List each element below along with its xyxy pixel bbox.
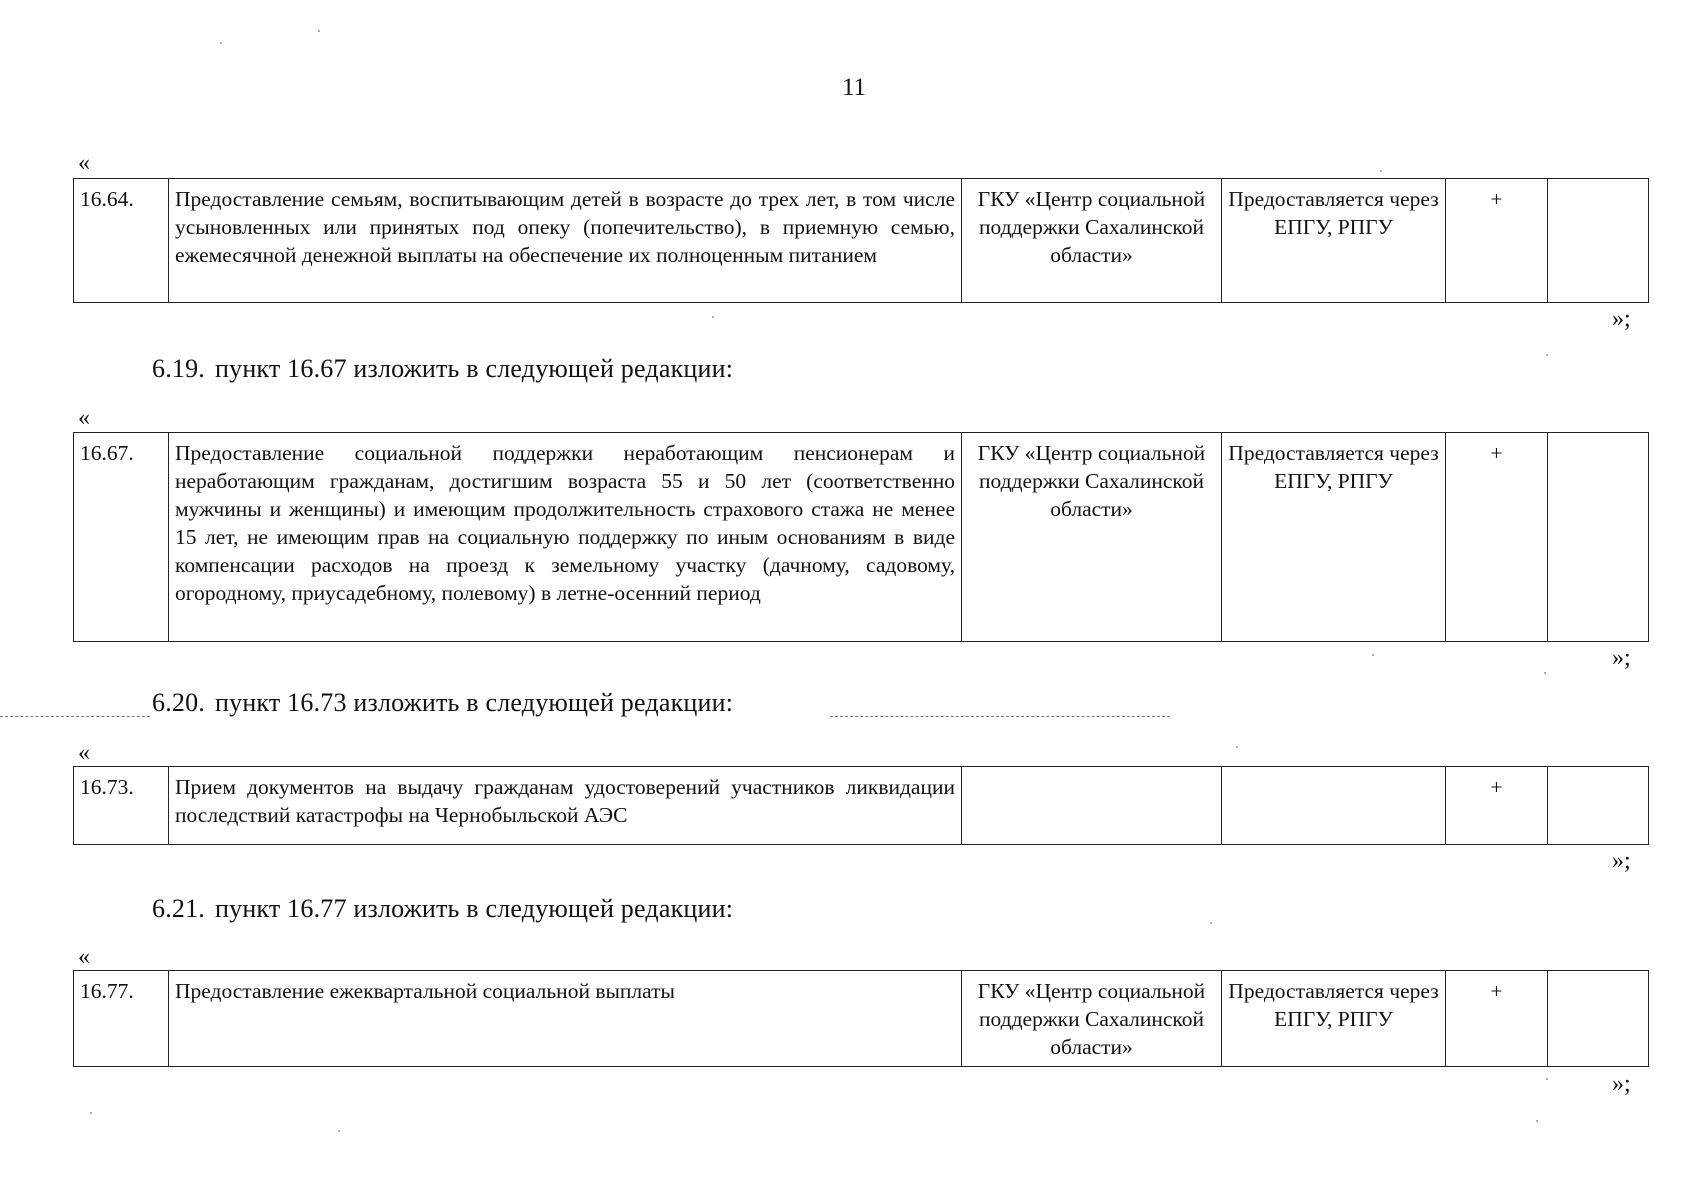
scan-speck: [1536, 1120, 1538, 1122]
closing-quote: »;: [1612, 848, 1631, 874]
table-row: [74, 971, 1649, 1067]
responsible-organization: ГКУ «Центр социальной поддержки Сахалинской области»: [962, 433, 1222, 642]
provision-mode: Предоставляется через ЕПГУ, РПГУ: [1222, 179, 1446, 303]
opening-quote: «: [78, 150, 90, 176]
provision-mode: Предоставляется через ЕПГУ, РПГУ: [1222, 971, 1446, 1067]
amendment-table-16-77: [73, 970, 1649, 1067]
section-heading-6-19: [152, 354, 733, 384]
section-heading-6-20: [152, 688, 733, 718]
empty-cell: [1548, 767, 1649, 845]
scan-speck: [90, 1112, 92, 1114]
plus-mark: +: [1446, 971, 1548, 1067]
opening-quote: «: [78, 405, 90, 431]
scan-artifact-line: [0, 716, 150, 717]
closing-quote: »;: [1612, 645, 1631, 671]
scan-speck: [1210, 922, 1212, 924]
page-number: 11: [841, 74, 867, 101]
plus-mark: +: [1446, 179, 1548, 303]
responsible-organization: ГКУ «Центр социальной поддержки Сахалинской области»: [962, 971, 1222, 1067]
plus-mark: +: [1446, 433, 1548, 642]
table-row: [74, 179, 1649, 303]
heading-text: пункт 16.73 изложить в следующей редакции:: [215, 688, 734, 717]
closing-quote: »;: [1612, 306, 1631, 332]
amendment-table-16-67: [73, 432, 1649, 642]
scan-speck: [1546, 1078, 1548, 1080]
amendment-table-16-64: [73, 178, 1649, 303]
heading-number: 6.19.: [152, 354, 205, 383]
service-description: Прием документов на выдачу гражданам удостоверений участников ликвидации последствий катастрофы на Чернобыльской АЭС: [169, 767, 962, 845]
heading-number: 6.21.: [152, 894, 205, 923]
item-number: 16.77.: [74, 971, 169, 1067]
section-heading-6-21: [152, 894, 733, 924]
scan-speck: [220, 42, 222, 44]
responsible-organization: [962, 767, 1222, 845]
table-row: [74, 433, 1649, 642]
scan-speck: [318, 30, 320, 32]
table-row: [74, 767, 1649, 845]
responsible-organization: ГКУ «Центр социальной поддержки Сахалинской области»: [962, 179, 1222, 303]
item-number: 16.64.: [74, 179, 169, 303]
heading-number: 6.20.: [152, 688, 205, 717]
amendment-table-16-73: [73, 766, 1649, 845]
empty-cell: [1548, 179, 1649, 303]
provision-mode: [1222, 767, 1446, 845]
plus-mark: +: [1446, 767, 1548, 845]
item-number: 16.67.: [74, 433, 169, 642]
scan-speck: [1544, 672, 1546, 674]
scan-speck: [338, 1130, 340, 1132]
scan-speck: [712, 316, 714, 318]
heading-text: пункт 16.77 изложить в следующей редакции:: [215, 894, 734, 923]
service-description: Предоставление ежеквартальной социальной выплаты: [169, 971, 962, 1067]
empty-cell: [1548, 433, 1649, 642]
closing-quote: »;: [1612, 1071, 1631, 1097]
opening-quote: «: [78, 944, 90, 970]
heading-text: пункт 16.67 изложить в следующей редакции:: [215, 354, 734, 383]
service-description: Предоставление социальной поддержки неработающим пенсионерам и неработающим гражданам, достигшим возраста 55 и 50 лет (соответственно мужчины и женщины) и имеющим продолжительность страхового стажа не менее 15 лет, не имеющим прав на социальную поддержку по иным основаниям в виде компенсации расходов на проезд к земельному участку (дачному, садовому, огородному, приусадебному, полевому) в летне-осенний период: [169, 433, 962, 642]
item-number: 16.73.: [74, 767, 169, 845]
empty-cell: [1548, 971, 1649, 1067]
scan-speck: [1236, 746, 1238, 748]
scan-speck: [1546, 354, 1548, 356]
scan-speck: [1380, 170, 1382, 172]
provision-mode: Предоставляется через ЕПГУ, РПГУ: [1222, 433, 1446, 642]
service-description: Предоставление семьям, воспитывающим детей в возрасте до трех лет, в том числе усыновленных или принятых под опеку (попечительство), в приемную семью, ежемесячной денежной выплаты на обеспечение их полноценным питанием: [169, 179, 962, 303]
scan-artifact-line: [830, 716, 1170, 717]
scan-speck: [1372, 654, 1374, 656]
opening-quote: «: [78, 740, 90, 766]
